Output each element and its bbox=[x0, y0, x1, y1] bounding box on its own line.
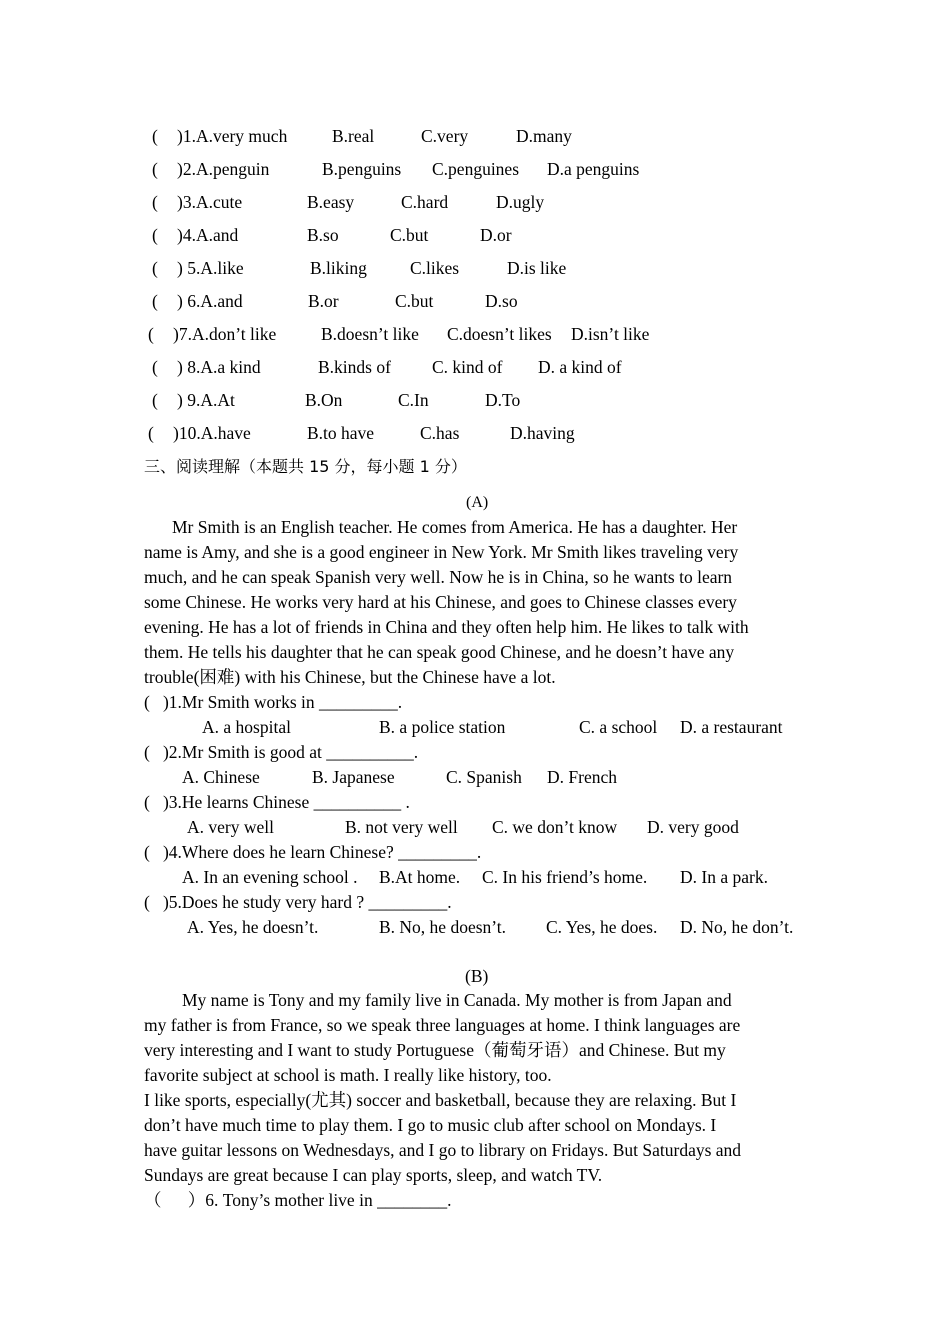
option-b: B.On bbox=[305, 390, 343, 410]
option-a: ) 9.A.At bbox=[177, 390, 235, 410]
option-a: ) 8.A.a kind bbox=[177, 357, 261, 377]
option-b: B.doesn’t like bbox=[321, 324, 419, 344]
option-a: )3.A.cute bbox=[177, 192, 243, 212]
option-b: B.easy bbox=[307, 192, 355, 212]
passage-line: have guitar lessons on Wednesdays, and I go to library on Fridays. But Saturdays and bbox=[144, 1140, 742, 1160]
passage-line: much, and he can speak Spanish very well. Now he is in China, so he wants to learn bbox=[144, 567, 733, 587]
choice-d: D. In a park. bbox=[680, 867, 768, 887]
option-d: D.To bbox=[485, 390, 521, 410]
option-c: C.penguines bbox=[432, 159, 520, 179]
option-c: C. kind of bbox=[432, 357, 503, 377]
choice-a: A. Chinese bbox=[182, 767, 260, 787]
cloze-row bbox=[0, 194, 950, 216]
option-b: B.real bbox=[332, 126, 375, 146]
passage-line: Mr Smith is an English teacher. He comes from America. He has a daughter. Her bbox=[172, 517, 738, 537]
choice-b: B.At home. bbox=[379, 867, 461, 887]
option-d: D.a penguins bbox=[547, 159, 640, 179]
question-stem: ( )1.Mr Smith works in _________. bbox=[144, 692, 403, 712]
passage-line: evening. He has a lot of friends in China and they often help him. He likes to talk with bbox=[144, 617, 749, 637]
choice-b: B. not very well bbox=[345, 817, 458, 837]
passage-line: Sundays are great because I can play sports, sleep, and watch TV. bbox=[144, 1165, 603, 1185]
passage-line: some Chinese. He works very hard at his Chinese, and goes to Chinese classes every bbox=[144, 592, 737, 612]
option-c: C.has bbox=[420, 423, 460, 443]
question-stem: ( )5.Does he study very hard ? _________. bbox=[144, 892, 452, 912]
question-stem: ( )2.Mr Smith is good at __________. bbox=[144, 742, 419, 762]
cloze-row bbox=[0, 161, 950, 183]
question-stem: ( )4.Where does he learn Chinese? _________. bbox=[144, 842, 482, 862]
option-a: )2.A.penguin bbox=[177, 159, 270, 179]
option-a: ) 6.A.and bbox=[177, 291, 243, 311]
passage-line: them. He tells his daughter that he can speak good Chinese, and he doesn’t have any bbox=[144, 642, 735, 662]
option-d: D.so bbox=[485, 291, 518, 311]
option-a: )10.A.have bbox=[173, 423, 251, 443]
option-d: D.isn’t like bbox=[571, 324, 650, 344]
cloze-row bbox=[0, 359, 950, 381]
passage-line: don’t have much time to play them. I go to music club after school on Mondays. I bbox=[144, 1115, 717, 1135]
answer-paren: ( bbox=[152, 192, 158, 212]
passage-a-label: (A) bbox=[466, 494, 489, 511]
option-c: C.very bbox=[421, 126, 469, 146]
passage-a-text bbox=[144, 515, 805, 690]
choice-c: C. a school bbox=[579, 717, 658, 737]
cloze-row bbox=[0, 128, 950, 150]
option-b: B.penguins bbox=[322, 159, 402, 179]
passage-line: trouble(困难) with his Chinese, but the Chinese have a lot. bbox=[144, 667, 556, 687]
question-stem: ( )3.He learns Chinese __________ . bbox=[144, 792, 410, 812]
answer-paren: ( bbox=[152, 357, 158, 377]
option-c: C.but bbox=[395, 291, 434, 311]
choice-d: D. a restaurant bbox=[680, 717, 783, 737]
passage-line: I like sports, especially(尤其) soccer and basketball, because they are relaxing. But I bbox=[144, 1090, 737, 1110]
choice-c: C. In his friend’s home. bbox=[482, 867, 648, 887]
answer-paren: ( bbox=[152, 159, 158, 179]
option-c: C.doesn’t likes bbox=[447, 324, 552, 344]
option-d: D.or bbox=[480, 225, 512, 245]
option-d: D.many bbox=[516, 126, 572, 146]
option-c: C.likes bbox=[410, 258, 460, 278]
option-d: D. a kind of bbox=[538, 357, 622, 377]
cloze-row bbox=[0, 425, 950, 447]
choice-a: A. In an evening school . bbox=[182, 867, 358, 887]
cloze-row bbox=[0, 293, 950, 315]
answer-paren: ( bbox=[152, 258, 158, 278]
option-d: D.having bbox=[510, 423, 575, 443]
choice-a: A. Yes, he doesn’t. bbox=[187, 917, 319, 937]
question-6-stem: （ ）6. Tony’s mother live in ________. bbox=[144, 1190, 452, 1210]
choice-c: C. we don’t know bbox=[492, 817, 618, 837]
choice-c: C. Spanish bbox=[446, 767, 522, 787]
option-d: D.is like bbox=[507, 258, 567, 278]
cloze-row bbox=[0, 326, 950, 348]
passage-line: name is Amy, and she is a good engineer in New York. Mr Smith likes traveling very bbox=[144, 542, 739, 562]
passage-line: very interesting and I want to study Portuguese（葡萄牙语）and Chinese. But my bbox=[144, 1040, 726, 1060]
choice-a: A. very well bbox=[187, 817, 274, 837]
option-c: C.hard bbox=[401, 192, 449, 212]
answer-paren: ( bbox=[148, 324, 154, 344]
choice-b: B. Japanese bbox=[312, 767, 395, 787]
choice-a: A. a hospital bbox=[202, 717, 291, 737]
choice-d: D. French bbox=[547, 767, 617, 787]
choice-b: B. No, he doesn’t. bbox=[379, 917, 507, 937]
passage-b-label: (B) bbox=[465, 966, 489, 986]
answer-paren: ( bbox=[148, 423, 154, 443]
answer-paren: ( bbox=[152, 225, 158, 245]
option-b: B.to have bbox=[307, 423, 375, 443]
option-b: B.so bbox=[307, 225, 339, 245]
cloze-row bbox=[0, 260, 950, 282]
choice-d: D. very good bbox=[647, 817, 739, 837]
option-d: D.ugly bbox=[496, 192, 545, 212]
section-title: 三、阅读理解（本题共 15 分，每小题 1 分） bbox=[144, 457, 467, 476]
option-a: )4.A.and bbox=[177, 225, 239, 245]
option-b: B.kinds of bbox=[318, 357, 391, 377]
option-a: )7.A.don’t like bbox=[173, 324, 277, 344]
passage-b-text bbox=[144, 988, 805, 1188]
passage-line: my father is from France, so we speak three languages at home. I think languages are bbox=[144, 1015, 741, 1035]
option-c: C.but bbox=[390, 225, 429, 245]
answer-paren: ( bbox=[152, 126, 158, 146]
cloze-row bbox=[0, 392, 950, 414]
cloze-row bbox=[0, 227, 950, 249]
answer-paren: ( bbox=[152, 390, 158, 410]
option-c: C.In bbox=[398, 390, 429, 410]
option-a: ) 5.A.like bbox=[177, 258, 244, 278]
option-b: B.or bbox=[308, 291, 339, 311]
option-b: B.liking bbox=[310, 258, 367, 278]
choice-b: B. a police station bbox=[379, 717, 506, 737]
passage-line: My name is Tony and my family live in Canada. My mother is from Japan and bbox=[182, 990, 732, 1010]
choice-c: C. Yes, he does. bbox=[546, 917, 658, 937]
choice-d: D. No, he don’t. bbox=[680, 917, 794, 937]
passage-line: favorite subject at school is math. I really like history, too. bbox=[144, 1065, 552, 1085]
answer-paren: ( bbox=[152, 291, 158, 311]
option-a: )1.A.very much bbox=[177, 126, 288, 146]
